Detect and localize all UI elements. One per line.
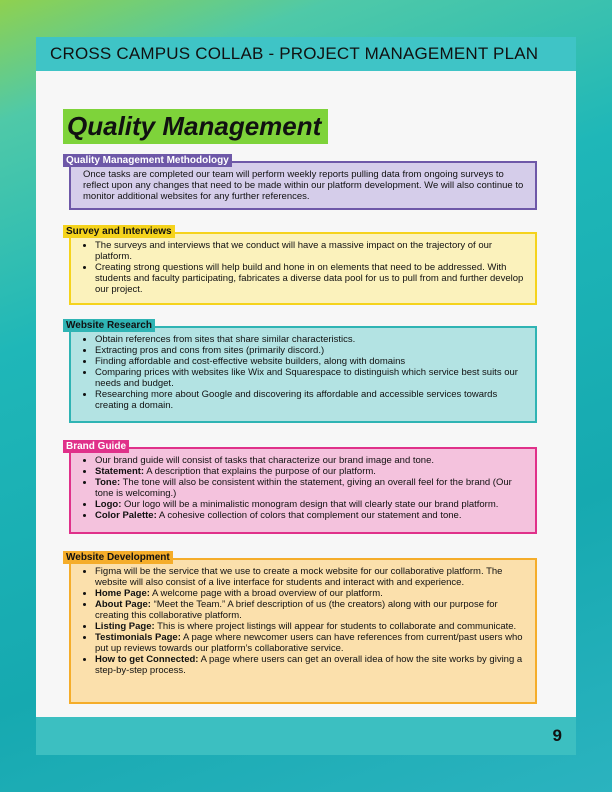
document-title: CROSS CAMPUS COLLAB - PROJECT MANAGEMENT PLAN [50, 44, 539, 63]
item-label: About Page: [95, 599, 151, 610]
list-item [95, 632, 527, 654]
bullet-list [83, 455, 527, 521]
list-item: • The surveys and interviews that we conduct will have a massive impact on the trajectory of our platform. [95, 240, 527, 262]
section-title: Survey and Interviews [63, 225, 175, 238]
page [36, 71, 576, 717]
list-item [95, 599, 527, 621]
section-box [69, 326, 537, 423]
item-text: “Meet the Team.” A brief description of us (the creators) along with our purpose for creating this collaborative platform. [95, 599, 498, 621]
item-text: A description that explains the purpose of our platform. [144, 466, 376, 477]
bullet-list [83, 566, 527, 676]
list-item [95, 455, 527, 466]
list-item [95, 510, 527, 521]
header-bar [36, 37, 576, 71]
page-number: 9 [552, 726, 562, 745]
list-item: • Extracting pros and cons from sites (primarily discord.) [95, 345, 527, 356]
item-text: Figma will be the service that we use to create a mock website for our collaborative platform. The website will also consist of a live interface for students and interact with and experience. [95, 566, 503, 588]
item-label: Logo: [95, 499, 122, 510]
item-text: Our logo will be a minimalistic monogram design that will clearly state our brand platform. [121, 499, 499, 510]
section-title: Website Research [63, 319, 155, 332]
list-item: • Comparing prices with websites like Wix and Squarespace to distinguish which service best suits our needs and budget. [95, 367, 527, 389]
item-text: Our brand guide will consist of tasks that characterize our brand image and tone. [95, 455, 435, 466]
section-box [69, 558, 537, 704]
item-text: This is where project listings will appear for students to collaborate and communicate. [154, 621, 517, 632]
list-item: • Obtain references from sites that share similar characteristics. [95, 334, 527, 345]
section-website-research [66, 320, 537, 423]
item-text: The tone will also be consistent within the statement, giving an overall feel for the brand (Our tone is welcoming.) [95, 477, 512, 499]
item-label: Color Palette: [95, 510, 157, 521]
section-survey-interviews [66, 226, 537, 305]
footer-bar [36, 717, 576, 755]
section-quality-methodology [66, 155, 537, 210]
section-brand-guide [66, 441, 537, 534]
list-item: • Researching more about Google and discovering its affordable and accessible services towards creating a domain. [95, 389, 527, 411]
section-title: Quality Management Methodology [63, 154, 232, 167]
item-label: Statement: [95, 466, 145, 477]
item-label: Home Page: [95, 588, 150, 599]
list-item [95, 477, 527, 499]
bullet-list [83, 334, 527, 411]
list-item: • Finding affordable and cost-effective website builders, along with domains [95, 356, 527, 367]
list-item [95, 654, 527, 676]
list-item [95, 588, 527, 599]
section-box [69, 447, 537, 534]
list-item [95, 499, 527, 510]
item-text: A welcome page with a broad overview of our platform. [149, 588, 383, 599]
item-text: A page where newcomer users can have references from current/past users who put up reviews towards our platform’s collaborative service. [95, 632, 523, 654]
list-item [95, 566, 527, 588]
page-heading: Quality Management [63, 109, 328, 144]
bullet-list [83, 240, 527, 295]
item-label: Tone: [95, 477, 121, 488]
section-title: Website Development [63, 551, 173, 564]
section-box [69, 232, 537, 305]
section-text: Once tasks are completed our team will perform weekly reports pulling data from ongoing surveys to reflect upon any changes that need to be made within our platform development. We will also continue to monitor additional websites for any further references. [83, 169, 524, 202]
item-text: A page where users can get an overall idea of how the site works by giving a step-by-step process. [95, 654, 523, 676]
list-item: • Creating strong questions will help build and hone in on elements that need to be addressed. With students and faculty participating, fabricates a diverse data pool for us to pull from and further develop our project. [95, 262, 527, 295]
section-website-development [66, 552, 537, 704]
section-title: Brand Guide [63, 440, 129, 453]
item-text: A cohesive collection of colors that complement our statement and tone. [156, 510, 462, 521]
item-label: Testimonials Page: [95, 632, 181, 643]
item-label: Listing Page: [95, 621, 155, 632]
list-item [95, 466, 527, 477]
list-item [95, 621, 527, 632]
section-box [69, 161, 537, 210]
item-label: How to get Connected: [95, 654, 199, 665]
